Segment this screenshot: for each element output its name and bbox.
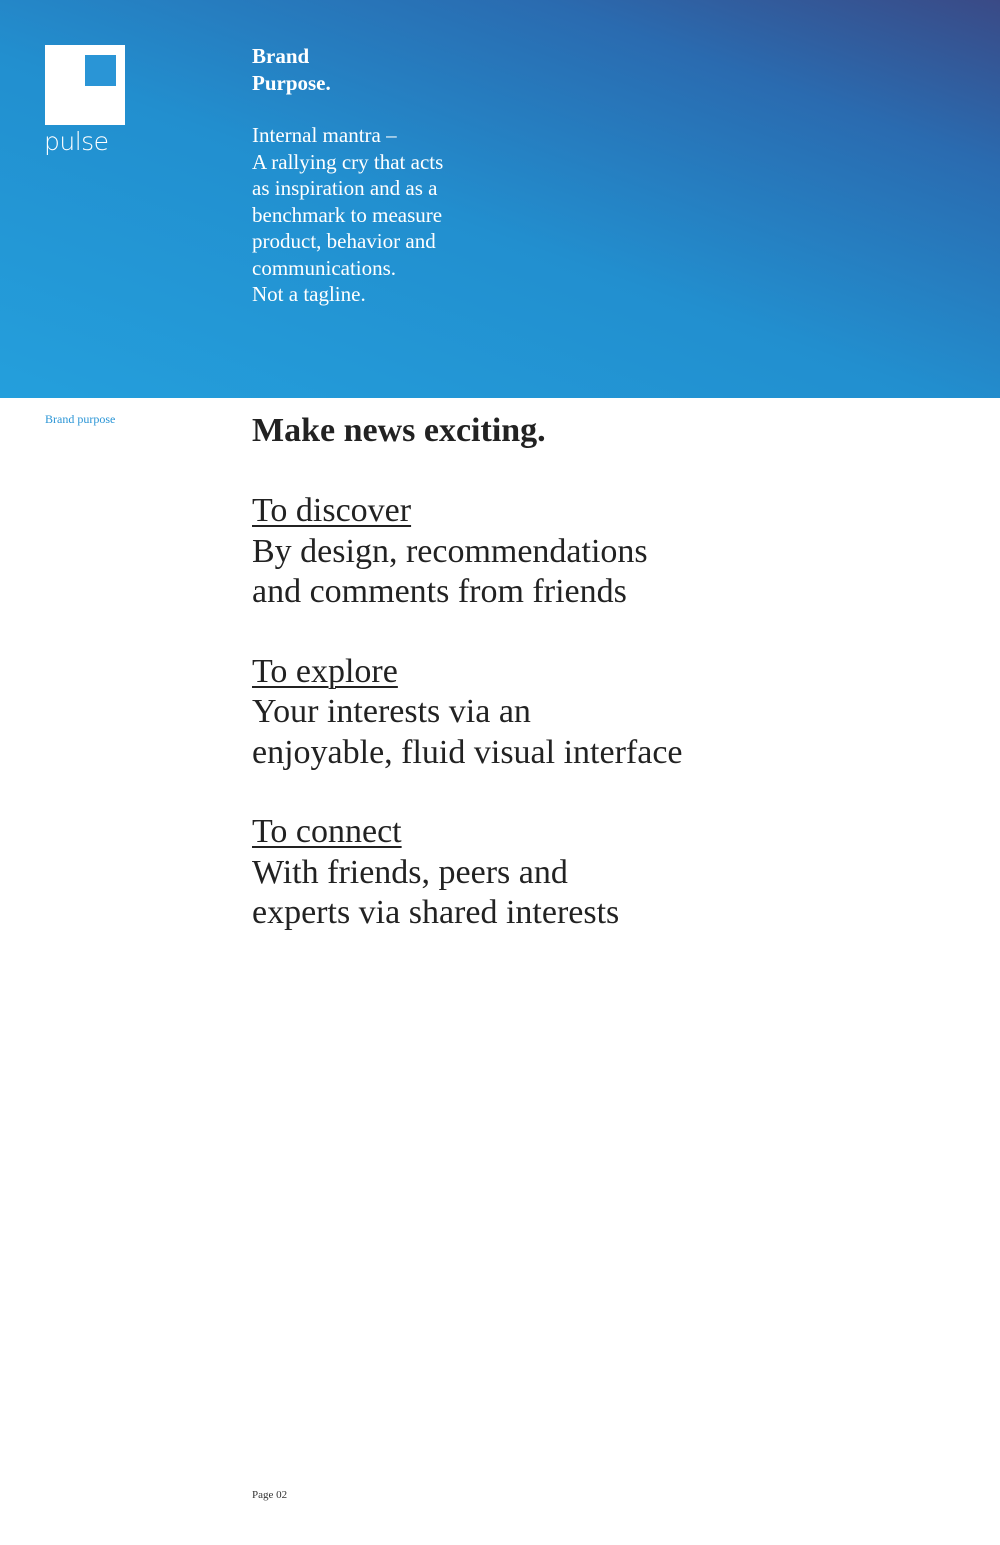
- section-line: With friends, peers and: [252, 853, 568, 891]
- section-side-label: Brand purpose: [45, 412, 116, 426]
- section-heading: To explore: [252, 652, 398, 690]
- section-line: By design, recommendations: [252, 532, 648, 570]
- pulse-logo: [45, 45, 125, 165]
- logo-wordmark: pulse: [44, 127, 109, 156]
- header-title-line: Purpose.: [252, 71, 331, 95]
- purpose-section-explore: [252, 652, 952, 774]
- purpose-section-discover: [252, 491, 952, 613]
- mantra-line: as inspiration and as a: [252, 176, 438, 200]
- logo-square-icon: [45, 45, 125, 125]
- header-title-line: Brand: [252, 44, 310, 68]
- section-line: experts via shared interests: [252, 894, 620, 931]
- section-line: Your interests via an: [252, 693, 531, 730]
- logo-inner-square-icon: [85, 55, 116, 86]
- mantra-line: A rallying cry that acts: [252, 149, 444, 174]
- mantra-line: Internal mantra –: [252, 123, 397, 147]
- section-line: enjoyable, fluid visual interface: [252, 733, 683, 771]
- section-line: and comments from friends: [252, 573, 627, 610]
- mantra-line: Not a tagline.: [252, 282, 366, 306]
- header-banner: [0, 0, 1000, 398]
- mantra-line: communications.: [252, 255, 397, 280]
- mantra-line: benchmark to measure: [252, 202, 443, 227]
- page-number: Page 02: [252, 1489, 288, 1501]
- main-content: [252, 410, 952, 934]
- section-heading: To connect: [252, 813, 402, 850]
- header-title: [252, 43, 552, 97]
- section-heading: To discover: [252, 492, 412, 529]
- purpose-section-connect: [252, 812, 952, 934]
- mantra-description: [252, 122, 572, 308]
- mantra-line: product, behavior and: [252, 229, 436, 253]
- headline: Make news exciting.: [252, 412, 546, 449]
